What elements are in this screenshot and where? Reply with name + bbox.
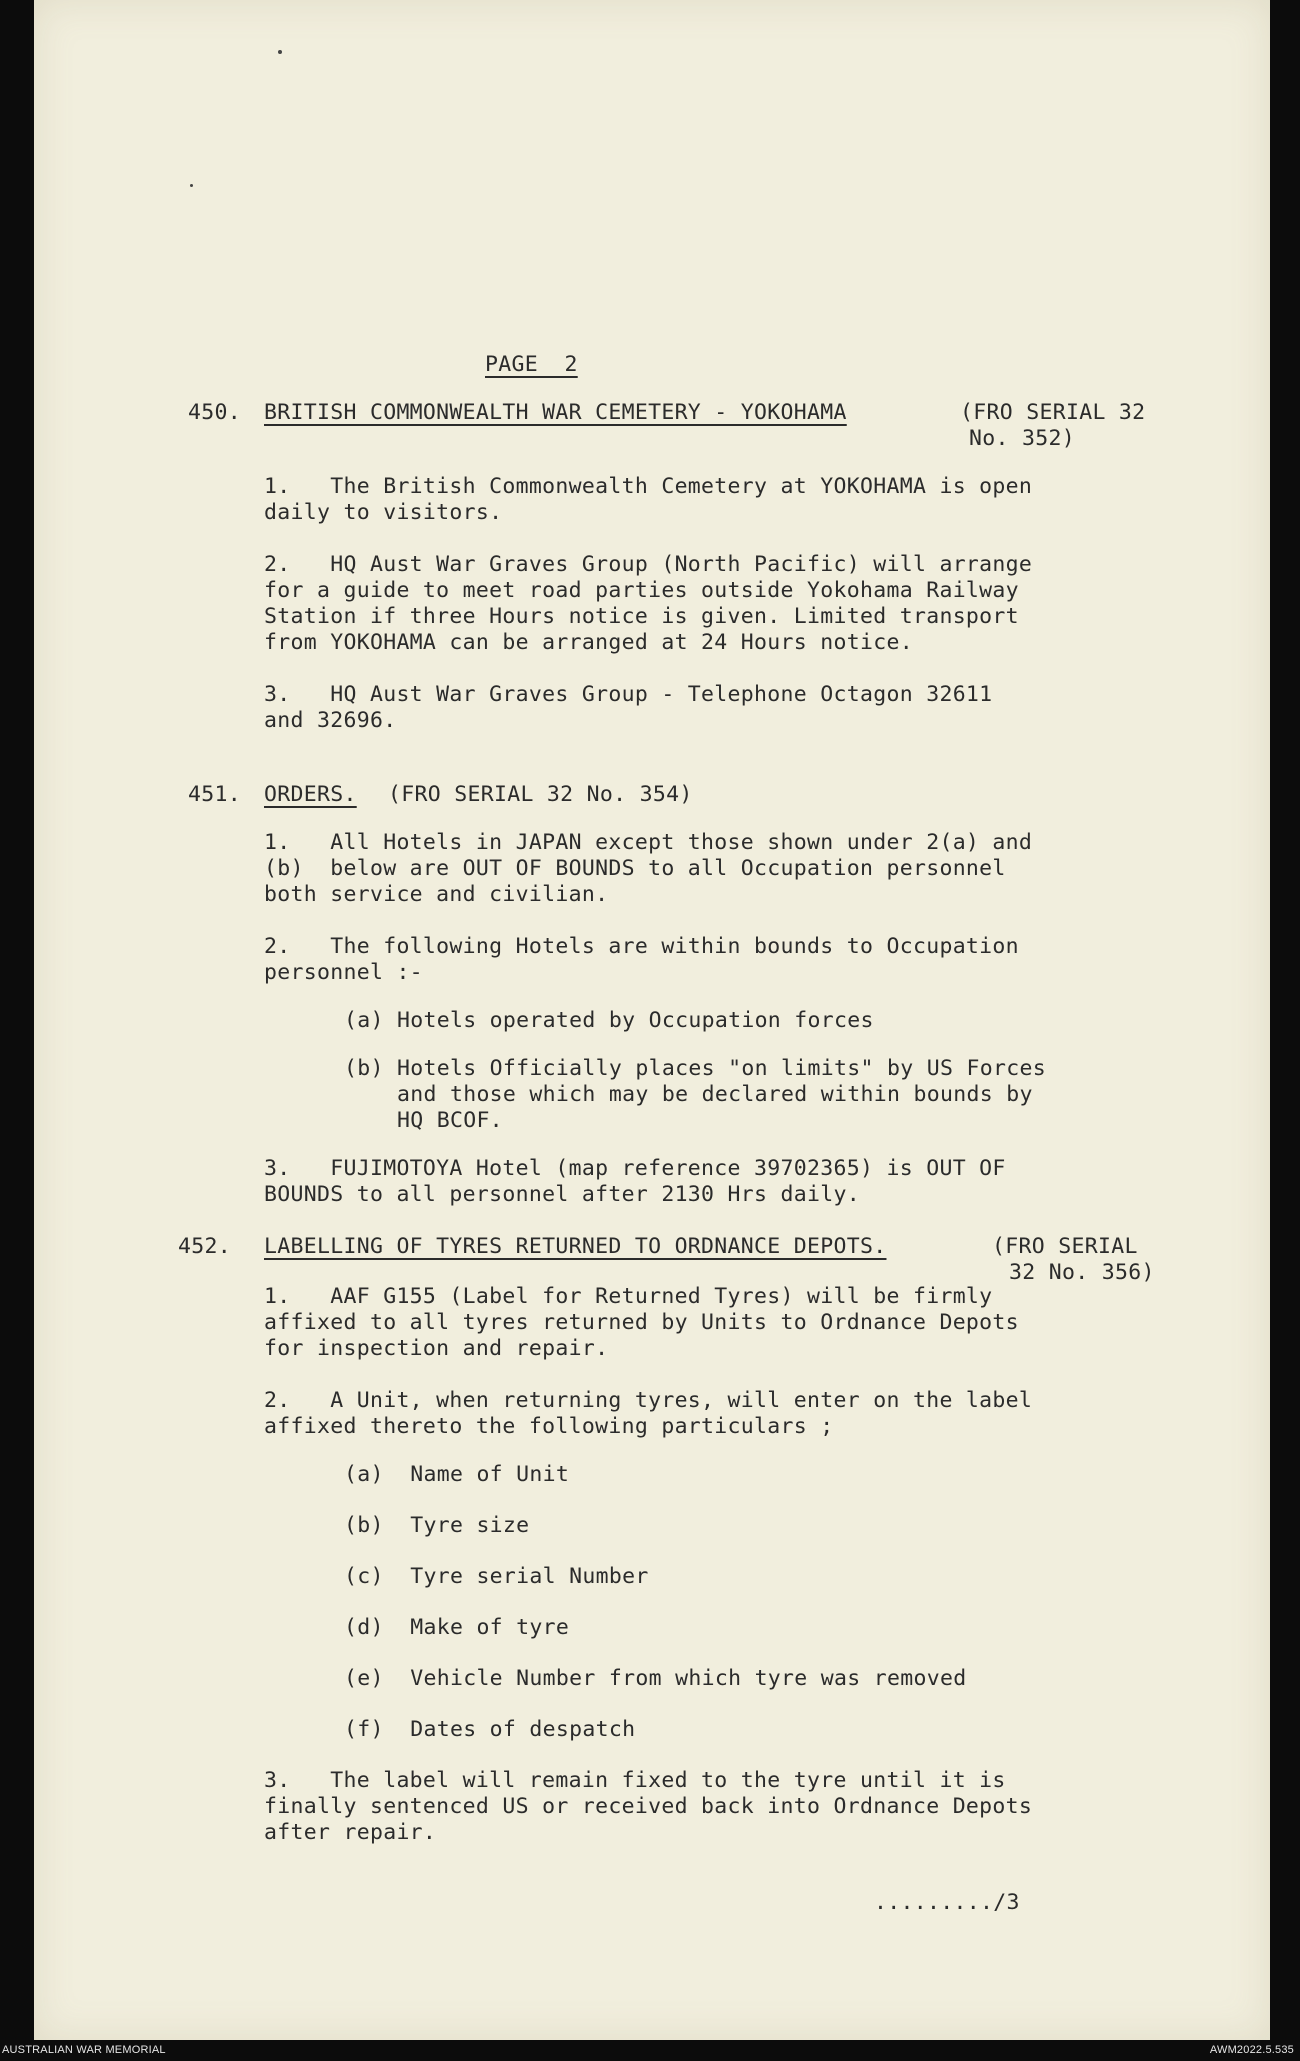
section-450-ref: (FRO SERIAL 32 (960, 400, 1146, 425)
para-line: finally sentenced US or received back into Ordnance Depots (264, 1794, 1033, 1819)
para-line: 3. FUJIMOTOYA Hotel (map reference 39702365) is OUT OF (264, 1156, 1006, 1181)
para-line: 1. The British Commonwealth Cemetery at YOKOHAMA is open (264, 474, 1033, 499)
footer-right: AWM2022.5.535 (1209, 2044, 1294, 2056)
para-line: (b) below are OUT OF BOUNDS to all Occupation personnel (264, 856, 1006, 881)
sub-item: and those which may be declared within bounds by (344, 1082, 1033, 1107)
page-header: PAGE 2 (485, 352, 578, 377)
section-450-ref-cont: No. 352) (969, 426, 1075, 451)
sub-item: HQ BCOF. (344, 1108, 503, 1133)
section-451-number: 451. (188, 782, 241, 807)
para-line: 3. The label will remain fixed to the tyre until it is (264, 1768, 1006, 1793)
para-line: affixed thereto the following particulars ; (264, 1414, 834, 1439)
list-item: (d) Make of tyre (344, 1615, 570, 1640)
footer-left: AUSTRALIAN WAR MEMORIAL (2, 2044, 166, 2056)
para-line: 2. The following Hotels are within bounds to Occupation (264, 934, 1019, 959)
para-line: for inspection and repair. (264, 1336, 609, 1361)
section-452-title: LABELLING OF TYRES RETURNED TO ORDNANCE DEPOTS. (264, 1234, 887, 1259)
para-line: 2. A Unit, when returning tyres, will enter on the label (264, 1388, 1033, 1413)
paper-speck (190, 184, 193, 187)
para-line: 2. HQ Aust War Graves Group (North Pacific) will arrange (264, 552, 1033, 577)
para-line: 3. HQ Aust War Graves Group - Telephone Octagon 32611 (264, 682, 993, 707)
list-item: (c) Tyre serial Number (344, 1564, 649, 1589)
section-451-title: ORDERS. (264, 782, 357, 807)
para-line: affixed to all tyres returned by Units to Ordnance Depots (264, 1310, 1019, 1335)
para-line: from YOKOHAMA can be arranged at 24 Hours notice. (264, 630, 913, 655)
section-452-ref-cont: 32 No. 356) (1009, 1260, 1155, 1285)
para-line: personnel :- (264, 960, 423, 985)
para-line: and 32696. (264, 708, 397, 733)
para-line: Station if three Hours notice is given. Limited transport (264, 604, 1019, 629)
section-450-title: BRITISH COMMONWEALTH WAR CEMETERY - YOKOHAMA (264, 400, 847, 425)
sub-item: (b) Hotels Officially places "on limits" by US Forces (344, 1056, 1046, 1081)
section-452-ref: (FRO SERIAL (992, 1234, 1138, 1259)
para-line: 1. All Hotels in JAPAN except those shown under 2(a) and (264, 830, 1033, 855)
list-item: (a) Name of Unit (344, 1462, 570, 1487)
sub-item: (a) Hotels operated by Occupation forces (344, 1008, 874, 1033)
section-452-number: 452. (178, 1234, 231, 1259)
continuation-mark: ........./3 (874, 1890, 1020, 1915)
para-line: after repair. (264, 1820, 437, 1845)
paper-speck (278, 50, 282, 54)
list-item: (f) Dates of despatch (344, 1717, 636, 1742)
para-line: both service and civilian. (264, 882, 609, 907)
document-page (34, 0, 1270, 2040)
para-line: daily to visitors. (264, 500, 503, 525)
para-line: for a guide to meet road parties outside Yokohama Railway (264, 578, 1019, 603)
section-450-number: 450. (188, 400, 241, 425)
para-line: BOUNDS to all personnel after 2130 Hrs daily. (264, 1182, 860, 1207)
list-item: (b) Tyre size (344, 1513, 530, 1538)
list-item: (e) Vehicle Number from which tyre was removed (344, 1666, 967, 1691)
section-451-ref: (FRO SERIAL 32 No. 354) (388, 782, 693, 807)
para-line: 1. AAF G155 (Label for Returned Tyres) will be firmly (264, 1284, 993, 1309)
